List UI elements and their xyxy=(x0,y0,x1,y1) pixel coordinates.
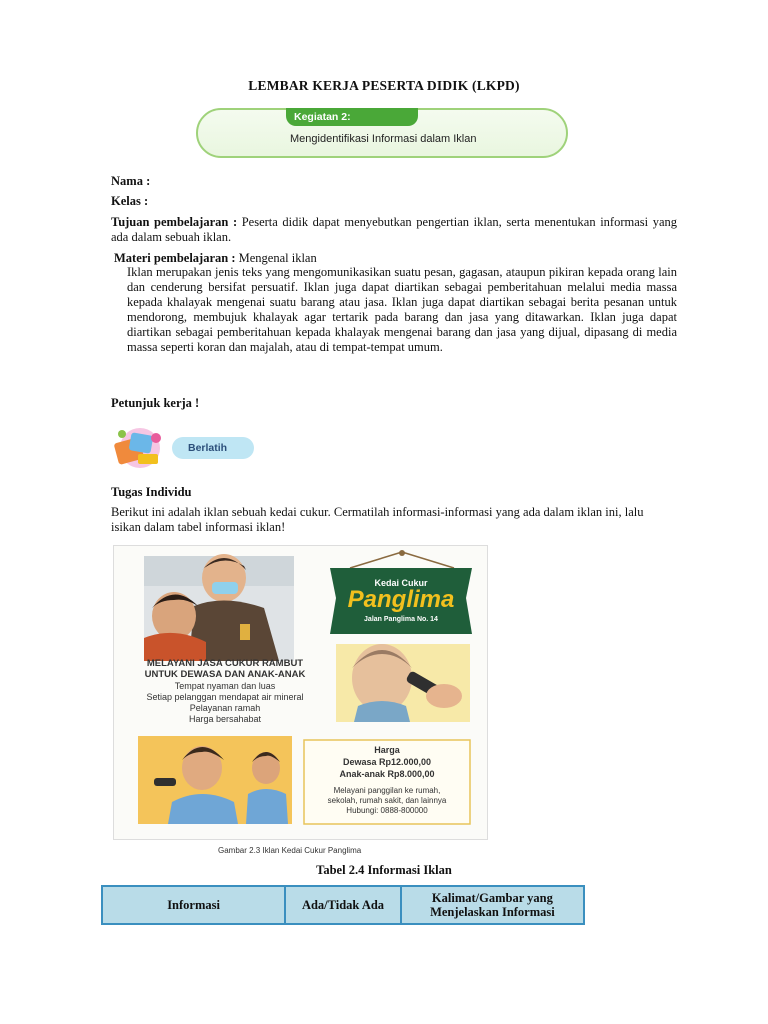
service-line: Hubungi: 0888-800000 xyxy=(346,806,428,815)
activity-title: Mengidentifikasi Informasi dalam Iklan xyxy=(290,133,477,145)
nama-field: Nama : xyxy=(111,174,151,188)
materi-value: Mengenal iklan xyxy=(235,251,317,265)
tugas-text: Berikut ini adalah iklan sebuah kedai cukur. Cermatilah informasi-informasi yang ada dalam iklan ini, lalu isikan dalam tabel informasi iklan! xyxy=(111,505,644,534)
ad-feature: Tempat nyaman dan luas xyxy=(174,681,276,691)
ad-feature: Harga bersahabat xyxy=(188,714,262,724)
petunjuk-heading: Petunjuk kerja ! xyxy=(111,396,200,410)
figure-caption: Gambar 2.3 Iklan Kedai Cukur Panglima xyxy=(218,846,362,855)
table-title: Tabel 2.4 Informasi Iklan xyxy=(316,863,452,877)
info-table xyxy=(101,885,585,925)
col-header-ada: Ada/Tidak Ada xyxy=(285,886,401,924)
service-block xyxy=(304,786,470,816)
ad-headline-line1: MELAYANI JASA CUKUR RAMBUT xyxy=(146,658,304,669)
col-header-informasi: Informasi xyxy=(102,886,285,924)
ad-feature: Setiap pelanggan mendapat air mineral xyxy=(146,692,304,702)
tujuan-label: Tujuan pembelajaran : xyxy=(111,215,238,229)
sign-big-text: Panglima xyxy=(347,586,455,613)
haircut-closeup-illustration xyxy=(336,644,470,722)
materi-heading xyxy=(114,251,317,266)
table-header-row xyxy=(102,886,584,924)
tugas-heading: Tugas Individu xyxy=(111,485,192,499)
ad-headline-line2: UNTUK DEWASA DAN ANAK-ANAK xyxy=(144,669,306,680)
page-title: LEMBAR KERJA PESERTA DIDIK (LKPD) xyxy=(248,78,520,93)
kelas-field: Kelas : xyxy=(111,194,149,208)
sign-small-text: Kedai Cukur xyxy=(374,578,428,588)
berlatih-label: Berlatih xyxy=(172,437,254,459)
price-block xyxy=(304,744,470,780)
materi-label: Materi pembelajaran : xyxy=(114,251,236,265)
materi-paragraph: Iklan merupakan jenis teks yang mengomunikasikan suatu pesan, gagasan, ataupun pikiran kepada orang lain dan cenderung bersifat persuatif. Iklan juga dapat diartikan sebagai pemberitahuan melalui media massa kepada khalayak mengenai suatu barang atau jasa. Iklan juga dapat diartikan sebagai berita pesanan untuk mendorong, membujuk khalayak agar tertarik pada barang dan jasa yang ditawarkan. Iklan juga dapat diartikan sebagai pemberitahuan kepada khalayak mengenai barang dan jasa yang dijual, dipasang di media massa seperti koran dan majalah, atau di tempat-tempat umum. xyxy=(127,265,677,354)
col-header-kalimat: Kalimat/Gambar yang Menjelaskan Informasi xyxy=(401,886,584,924)
children-scene-illustration xyxy=(138,736,292,824)
service-line: Melayani panggilan ke rumah, xyxy=(333,786,441,795)
berlatih-icon xyxy=(110,424,174,472)
activity-tag: Kegiatan 2: xyxy=(286,108,418,126)
price-title: Harga xyxy=(374,745,400,755)
sign-address: Jalan Panglima No. 14 xyxy=(364,616,438,623)
tujuan-text: Peserta didik dapat menyebutkan pengertian iklan, serta menentukan informasi yang ada dalam sebuah iklan. xyxy=(111,215,677,244)
service-line: sekolah, rumah sakit, dan lainnya xyxy=(327,796,447,805)
advertisement-image xyxy=(113,545,488,840)
price-adult: Dewasa Rp12.000,00 xyxy=(342,757,432,767)
tujuan-section xyxy=(111,215,677,245)
barber-scene-illustration xyxy=(144,554,294,661)
ad-headline xyxy=(118,658,332,680)
ad-feature: Pelayanan ramah xyxy=(189,703,261,713)
ad-features-list xyxy=(118,681,332,725)
price-child: Anak-anak Rp8.000,00 xyxy=(339,769,435,779)
